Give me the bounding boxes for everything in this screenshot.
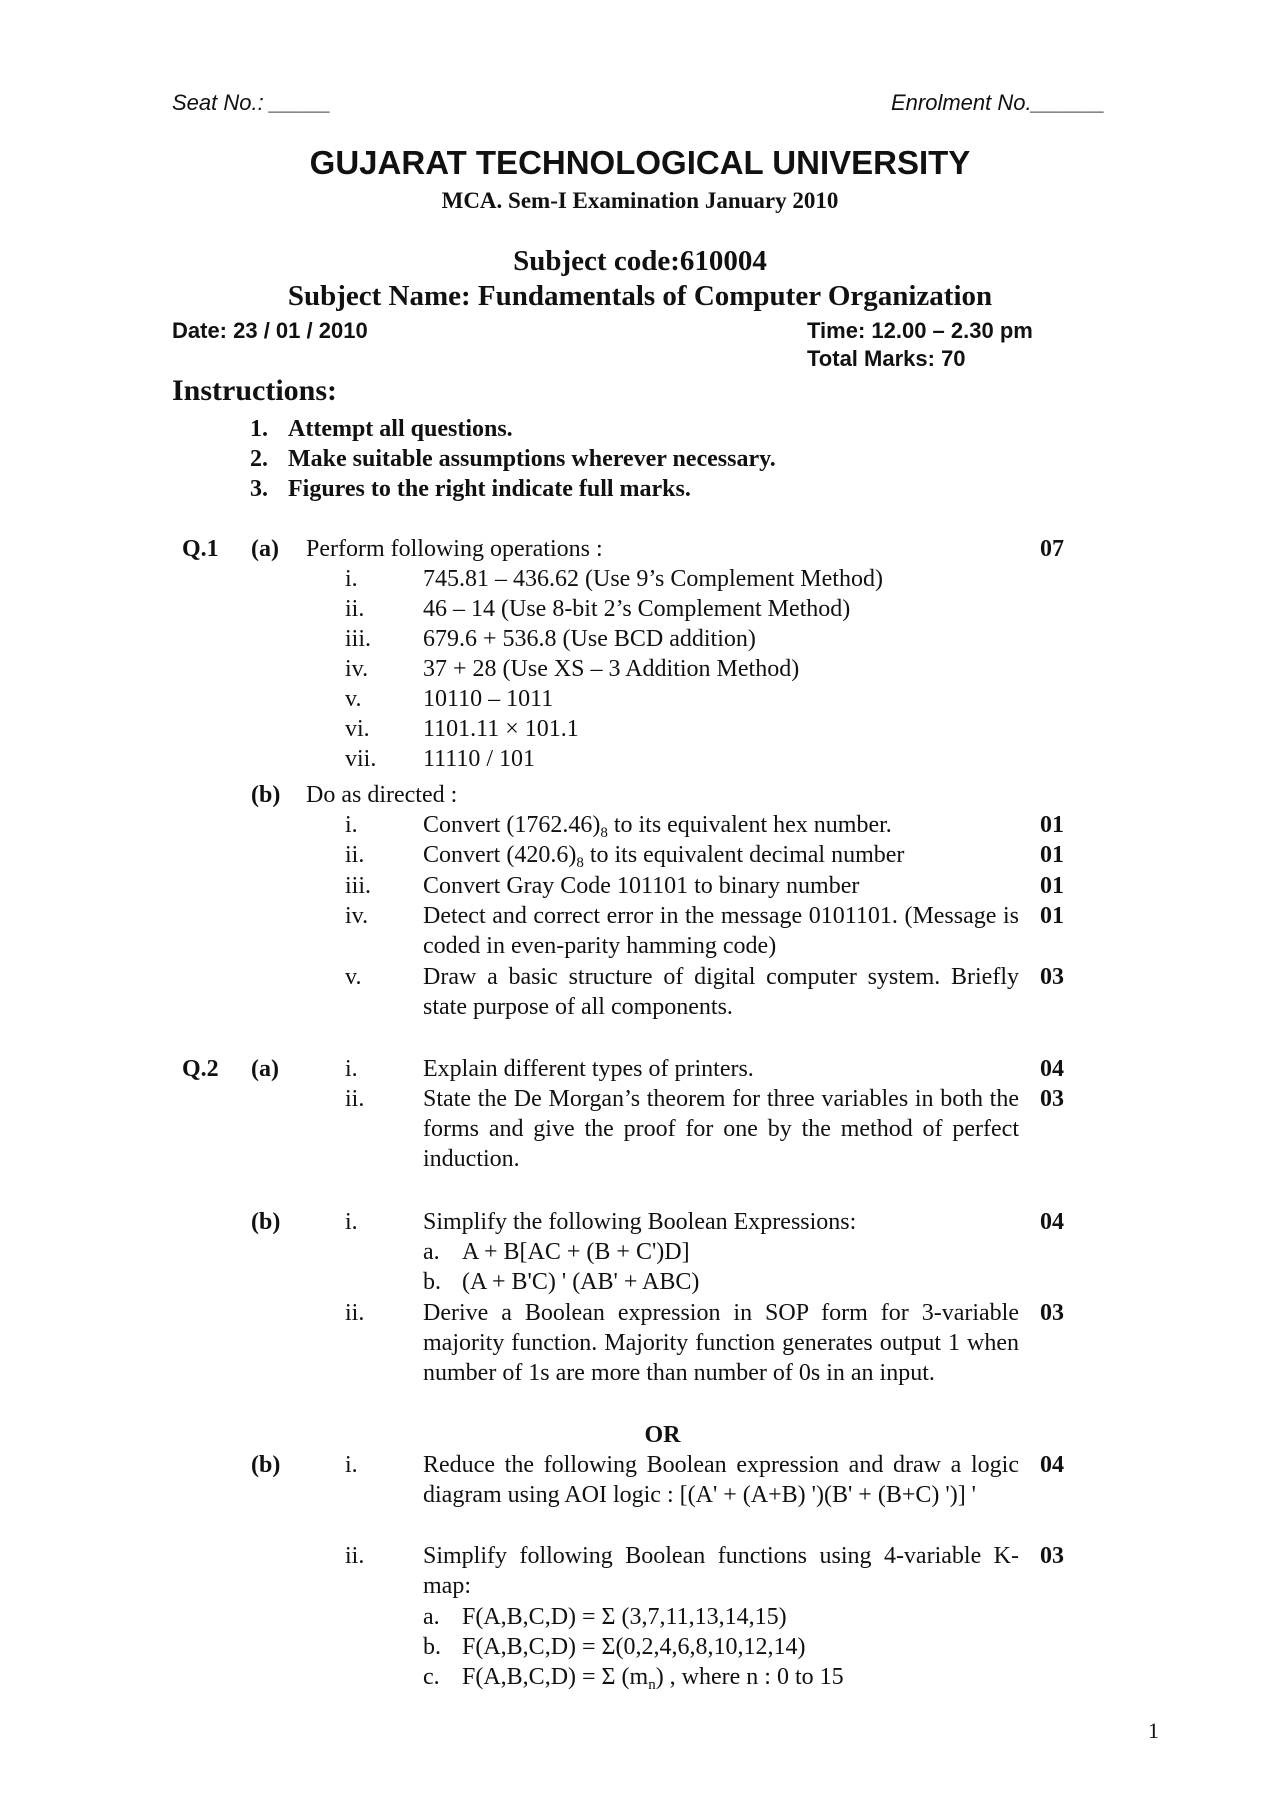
q1b-item-text: Convert $(420.6)_8$ to its equivalent decimal number [423, 842, 905, 871]
q1b-item-text: Convert Gray Code 101101 to binary number [423, 873, 860, 899]
q1a-marks: 07 [1040, 536, 1064, 562]
q1b-item-marks: 03 [1040, 964, 1064, 990]
exam-time: Time: 12.00 – 2.30 pm [807, 318, 1033, 343]
q2a-item-marks: 04 [1040, 1056, 1064, 1082]
q2b-item-text: Derive a Boolean expression in SOP form for 3-variable majority function. Majority function generates output 1 when number of 1s are more than number of 0s in an input. [423, 1300, 1019, 1386]
exam-date: Date: 23 / 01 / 2010 [172, 318, 368, 343]
list-item: v. 10110 – 1011 [345, 686, 554, 712]
exam-title: MCA. Sem-I Examination January 2010 [441, 188, 839, 213]
q1b-item-num: ii. [345, 842, 365, 868]
q2b-item-num: ii. [345, 1300, 365, 1326]
q1b-item-text: Detect and correct error in the message 0101101. (Message is coded in even-parity hamming code) [423, 903, 1019, 959]
q2b-alt-item-text: Reduce the following Boolean expression and draw a logic diagram using AOI logic : [(A' + (A+B) ')(B' + (B+C) ')] ' [423, 1452, 1019, 1508]
q2b-label: (b) [251, 1209, 281, 1235]
q2b-item-marks: 03 [1040, 1300, 1064, 1326]
list-item: iii. 679.6 + 536.8 (Use BCD addition) [345, 626, 756, 652]
instruction-item: 1. Attempt all questions. [250, 416, 513, 442]
list-item: vi. 1101.11 × 101.1 [345, 716, 579, 742]
instructions-list [250, 414, 776, 504]
instructions-title: Instructions: [172, 374, 338, 407]
q2b-alt-item-marks: 04 [1040, 1452, 1064, 1478]
q1b-item-marks: 01 [1040, 903, 1064, 929]
enrolment-number: Enrolment No.______ [890, 90, 1105, 115]
q1b-label: (b) [251, 782, 281, 808]
list-item: b. (A + B'C) ' (AB' + ABC) [423, 1269, 700, 1295]
q2a-label: (a) [251, 1056, 279, 1082]
q1a-item-list [345, 564, 883, 774]
total-marks: Total Marks: 70 [807, 346, 966, 371]
q2a-item-text: State the De Morgan’s theorem for three variables in both the forms and give the proof for one by the method of perfect induction. [423, 1086, 1019, 1172]
q2b-item-num: i. [345, 1209, 358, 1235]
q1b-item-num: v. [345, 964, 362, 990]
q1b-item-num: i. [345, 812, 358, 838]
q1b-item-num: iii. [345, 873, 372, 899]
page-number: 1 [1148, 1718, 1159, 1743]
list-item: vii. 11110 / 101 [345, 746, 535, 772]
q2b-alt-item-text: Simplify following Boolean functions using 4-variable K-map: [423, 1543, 1019, 1599]
seat-number: Seat No.: _____ [172, 90, 332, 115]
list-item: b. F(A,B,C,D) = Σ(0,2,4,6,8,10,12,14) [423, 1634, 806, 1660]
q2a-item-num: ii. [345, 1086, 365, 1112]
subject-name: Subject Name: Fundamentals of Computer Organization [287, 280, 993, 312]
q1b-item-text: Convert $(1762.46)_8$ to its equivalent hex number. [423, 812, 892, 841]
q1b-item-text: Draw a basic structure of digital computer system. Briefly state purpose of all components. [423, 964, 1019, 1020]
q1b-item-marks: 01 [1040, 842, 1064, 868]
q2b-alt-sub-list [423, 1602, 844, 1692]
instruction-item: 2. Make suitable assumptions wherever necessary. [250, 446, 776, 472]
q2b-item-text: Simplify the following Boolean Expressions: [423, 1209, 857, 1235]
q2b-sub-list [423, 1237, 699, 1297]
q2b-alt-item-num: i. [345, 1452, 358, 1478]
q2b-alt-label: (b) [251, 1452, 281, 1478]
or-separator: OR [644, 1422, 681, 1448]
q1b-item-marks: 01 [1040, 812, 1064, 838]
university-title: GUJARAT TECHNOLOGICAL UNIVERSITY [309, 144, 971, 181]
q2-label: Q.2 [182, 1056, 219, 1082]
q2a-item-marks: 03 [1040, 1086, 1064, 1112]
q2a-item-num: i. [345, 1056, 358, 1082]
q1b-item-marks: 01 [1040, 873, 1064, 899]
q2b-item-marks: 04 [1040, 1209, 1064, 1235]
q1-label: Q.1 [182, 536, 219, 562]
q1a-label: (a) [251, 536, 279, 562]
list-item: a. A + B[AC + (B + C')D] [423, 1239, 690, 1265]
q1b-item-num: iv. [345, 903, 369, 929]
list-item: c. F(A,B,C,D) = Σ $(m_n)$ , where n : 0 to 15 [423, 1664, 844, 1693]
list-item: i. 745.81 – 436.62 (Use 9’s Complement Method) [345, 566, 883, 592]
list-item: iv. 37 + 28 (Use XS – 3 Addition Method) [345, 656, 800, 682]
q1b-text: Do as directed : [306, 782, 458, 808]
q2b-alt-item-num: ii. [345, 1543, 365, 1569]
q2a-item-text: Explain different types of printers. [423, 1056, 754, 1082]
list-item: a. F(A,B,C,D) = Σ (3,7,11,13,14,15) [423, 1604, 787, 1630]
subject-code: Subject code:610004 [513, 245, 767, 277]
instruction-item: 3. Figures to the right indicate full marks. [250, 476, 691, 502]
q2b-alt-item-marks: 03 [1040, 1543, 1064, 1569]
list-item: ii. 46 – 14 (Use 8-bit 2’s Complement Method) [345, 596, 851, 622]
q1a-text: Perform following operations : [306, 536, 603, 562]
